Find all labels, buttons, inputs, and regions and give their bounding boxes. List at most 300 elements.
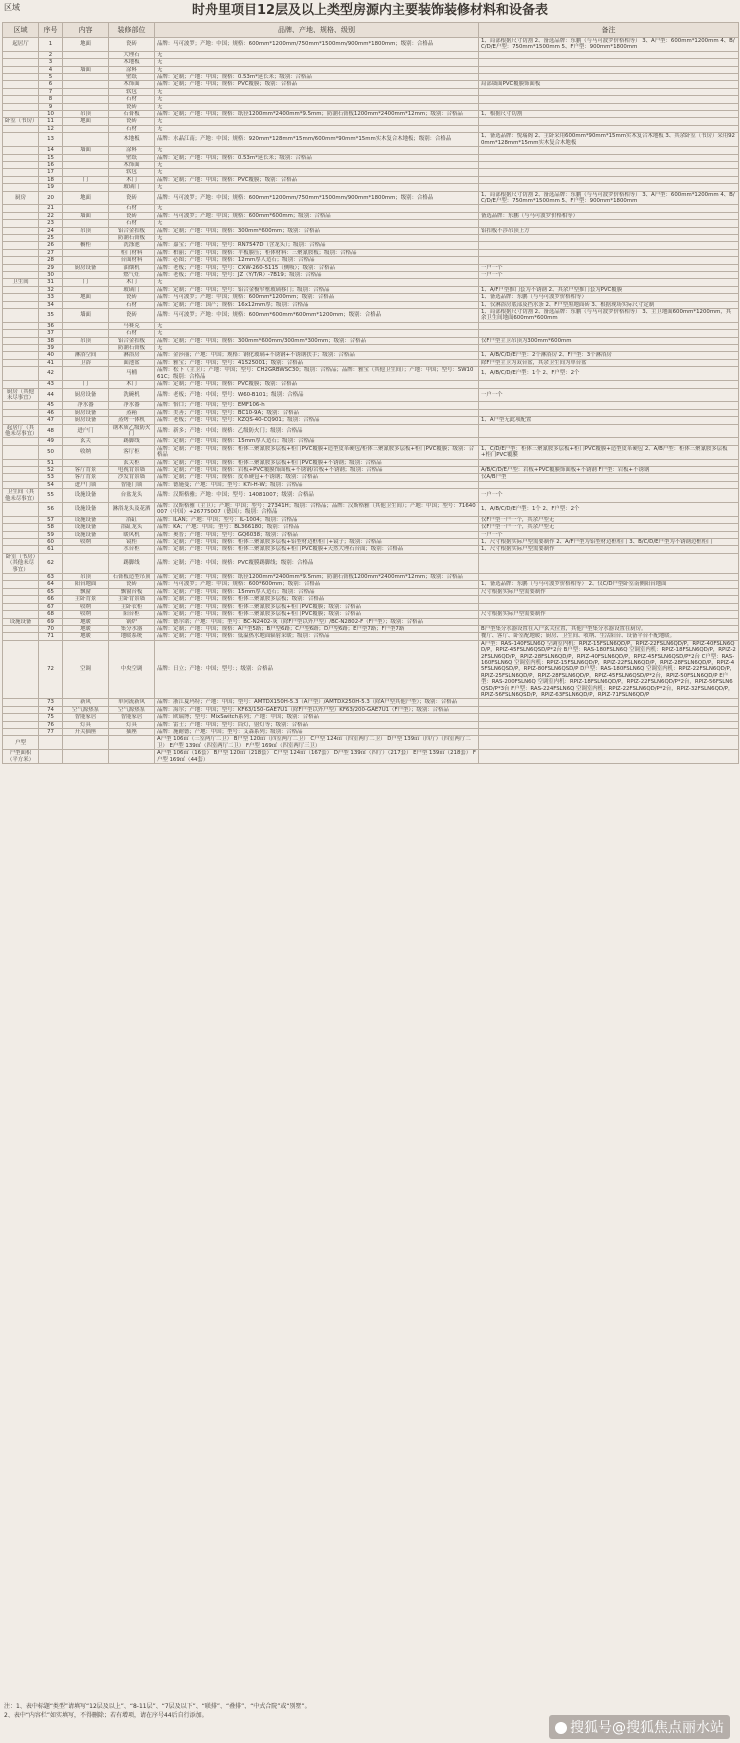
content-cell: 地面 — [63, 191, 109, 205]
content-cell: 厨房设备 — [63, 417, 109, 424]
content-cell: 开关插座 — [63, 729, 109, 736]
area-cell — [3, 409, 39, 416]
index-cell: 14 — [39, 147, 63, 154]
part-cell: 智能家居 — [109, 714, 155, 721]
spec-cell: 品牌：水晶江南；产地：中国；规格：920mm*128mm*15mm/600mm*90mm*15mm实木复合木地板；级别：合格品 — [155, 133, 479, 147]
content-cell: 地面 — [63, 294, 109, 301]
part-cell: 涂料 — [109, 66, 155, 73]
spec-cell: 品牌：马可波罗；产地：中国；规格：600mm*1200mm/750mm*1500mm/900mm*1800mm；级别：合格品 — [155, 38, 479, 52]
spec-cell: 品牌：欧瑞博；型号：MixSwitch系列；产地：中国；级别：合格品 — [155, 714, 479, 721]
spec-cell: 品牌：定制；产地：中国；规格：PVC覆膜；级别：合格品 — [155, 81, 479, 88]
spec-cell: 无 — [155, 59, 479, 66]
content-cell: 地暖 — [63, 633, 109, 640]
part-cell: 水台柜 — [109, 546, 155, 553]
part-cell: 灯具 — [109, 721, 155, 728]
remark-cell — [479, 242, 739, 249]
spec-cell: 品牌：定制；产地：中国；规格：柜体三聚氰胺多层板+柜门PVC覆膜；级别：合格品 — [155, 603, 479, 610]
table-row — [3, 257, 739, 264]
spec-cell: 品牌：马可波罗；产地：中国；规格：600mm*1200mm；级别：合格品 — [155, 294, 479, 301]
header-cell: 序号 — [39, 23, 63, 38]
area-cell — [3, 96, 39, 103]
content-cell: 吊顶 — [63, 111, 109, 118]
table-row — [3, 161, 739, 168]
area-cell — [3, 474, 39, 481]
spec-cell: 品牌：定制；产地：中国；规格：岩板+PVC覆膜饰面板+不锈钢/岩板+不锈钢；级别：合格品 — [155, 466, 479, 473]
spec-cell: 无 — [155, 147, 479, 154]
remark-cell: A/B/C/D/E户型：岩板+PVC覆膜饰面板+不锈钢 F户型：岩板+不锈钢 — [479, 466, 739, 473]
spec-cell: 无 — [155, 118, 479, 125]
spec-cell: 无 — [155, 234, 479, 241]
index-cell: 19 — [39, 184, 63, 191]
table-row — [3, 581, 739, 588]
part-cell: 玻璃门 — [109, 286, 155, 293]
index-cell: 40 — [39, 352, 63, 359]
part-cell: 客厅柜 — [109, 445, 155, 459]
part-cell: 涂料 — [109, 147, 155, 154]
spec-cell: 品牌：德施曼；产地：中国；型号：K7i-H-W；级别：合格品 — [155, 481, 479, 488]
content-cell — [63, 169, 109, 176]
part-cell: 壁纸 — [109, 154, 155, 161]
content-cell — [63, 459, 109, 466]
index-cell: 73 — [39, 699, 63, 706]
area-cell: 设施设备 — [3, 618, 39, 625]
content-cell — [63, 301, 109, 308]
remark-cell — [479, 706, 739, 713]
spec-cell: 品牌：汉斯格雅；产地：中国；型号：14081007；级别：合格品 — [155, 489, 479, 503]
part-cell: 台面材料 — [109, 257, 155, 264]
spec-cell: 品牌：定制；产地：中国；规格：柜体三聚氰胺多层板+柜门PVC覆膜+天然大理石台面；级别：合格品 — [155, 546, 479, 553]
part-cell: 防潮石膏板 — [109, 345, 155, 352]
table-row — [3, 133, 739, 147]
area-cell: 厨房 — [3, 191, 39, 205]
table-row — [3, 640, 739, 699]
spec-cell: 品牌：奥普；产地：中国；型号：GQ6038；级别：合格品 — [155, 531, 479, 538]
area-cell — [3, 438, 39, 445]
spec-cell: 品牌：定制；产地：中国；规格：纸径1200mm*2400mm*9.5mm；防潮石膏板1200mm*2400mm*12mm；级别：合格品 — [155, 574, 479, 581]
table-row — [3, 345, 739, 352]
remark-cell: 尺寸根据实际户型需要制作 — [479, 611, 739, 618]
remark-cell: A户型：RAS-140FSLN6Q 空调室内机：RPIZ-15FSLN6QD/P，RPIZ-22FSLN6QD/P，RPIZ-40FSLN6QD/P，RPIZ-45FSLN6QSD/P*2台 B户型：RAS-180FSLN6Q 空调室内机：RPIZ-18FSLN6QD/P，RPIZ-22FSLN6QD/P，RPIZ-28FSLN6QD/P，RPIZ-40FSLN6QD/P，RPIZ-45FSLN6QSD/P*2台 C户型：RAS-160FSLN6Q 空调室内机：RPIZ-15FSLN6QD/P，RPIZ-22FSLN6QD/P，RPIZ-28FSLN6QD/P，RPIZ-45FSLN6QSD/P，RPIZ-80FSLN6QSD/P D户型：RAS-180FSLN6Q 空调室内机：RPIZ-22FSLN6QD/P，RPIZ-25FSLN6QD/P，RPIZ-28FSLN6QD/P，RPIZ-45FSLN6QSD/P*2台，RPIZ-50FSLN6QD/P E户型：RAS-200FSLN6Q 空调室内机：RPIZ-18FSLN6QD/P，RPIZ-22FSLN6QD/P*2台，RPIZ-56FSLN6QSD/P*3台 F户型：RAS-224FSLN6Q 空调室内机：RPIZ-22FSLN6QD/P*2台，RPIZ-32FSLN6QD/P，RPIZ-56FSLN6QSD/P，RPIZ-63FSLN6QD/P，RPIZ-71FSLN6QD/P — [479, 640, 739, 699]
remark-cell: 1、尺寸根据实际户型需要制作 — [479, 546, 739, 553]
remark-cell — [479, 721, 739, 728]
part-cell: 柜门材料 — [109, 249, 155, 256]
remark-cell: 1、A/B/C/D/E户型：1个 2、F户型：2个 — [479, 367, 739, 381]
remark-cell — [479, 66, 739, 73]
table-row — [3, 330, 739, 337]
part-cell: 踢脚线 — [109, 553, 155, 573]
index-cell: 63 — [39, 574, 63, 581]
spec-cell: 品牌：定制；产地：中国；规格：300mm*600mm；级别：合格品 — [155, 227, 479, 234]
index-cell: 52 — [39, 466, 63, 473]
part-cell: 马桶 — [109, 367, 155, 381]
area-cell — [3, 714, 39, 721]
remark-cell — [479, 603, 739, 610]
table-row — [3, 459, 739, 466]
materials-table — [2, 22, 739, 764]
remark-cell — [479, 103, 739, 110]
content-cell — [63, 736, 109, 750]
area-cell — [3, 133, 39, 147]
part-cell: 阳台柜 — [109, 611, 155, 618]
table-row — [3, 367, 739, 381]
table-row — [3, 309, 739, 323]
spec-cell: 无 — [155, 51, 479, 58]
area-cell: 厨房（其他未尽事宜） — [3, 388, 39, 402]
content-cell: 门 — [63, 176, 109, 183]
content-cell — [63, 272, 109, 279]
content-cell: 墙面 — [63, 309, 109, 323]
table-row — [3, 574, 739, 581]
area-cell — [3, 184, 39, 191]
remark-cell — [479, 481, 739, 488]
index-cell: 7 — [39, 88, 63, 95]
area-cell — [3, 625, 39, 632]
index-cell: 21 — [39, 205, 63, 212]
area-cell — [3, 242, 39, 249]
content-cell — [63, 234, 109, 241]
spec-cell: 品牌：定制；产地：中国；规格：柜体三聚氰胺多层板+柜门PVC覆膜；级别：合格品 — [155, 611, 479, 618]
table-row — [3, 234, 739, 241]
area-cell: 卧室（书房）（其他未尽事宜） — [3, 553, 39, 573]
area-cell — [3, 212, 39, 219]
index-cell: 61 — [39, 546, 63, 553]
index-cell: 56 — [39, 503, 63, 517]
content-cell — [63, 74, 109, 81]
content-cell — [63, 546, 109, 553]
content-cell — [63, 103, 109, 110]
part-cell: 铝合金扣板 — [109, 337, 155, 344]
index-cell: 55 — [39, 489, 63, 503]
table-row — [3, 184, 739, 191]
table-row — [3, 249, 739, 256]
watermark-text: 搜狐号@搜狐焦点丽水站 — [570, 1720, 724, 1736]
table-row — [3, 118, 739, 125]
spec-cell: 品牌：定制；产地：中国；规格：0.53m*延长米；级别：合格品 — [155, 74, 479, 81]
index-cell: 42 — [39, 367, 63, 381]
area-cell — [3, 402, 39, 409]
area-cell — [3, 309, 39, 323]
table-row — [3, 381, 739, 388]
table-row — [3, 169, 739, 176]
index-cell: 10 — [39, 111, 63, 118]
remark-cell: 1、A/B/C/D/E户型：1个 2、F户型：2个 — [479, 503, 739, 517]
table-row — [3, 516, 739, 523]
table-row — [3, 154, 739, 161]
remark-cell — [479, 184, 739, 191]
part-cell: 玻璃门 — [109, 184, 155, 191]
content-cell — [63, 257, 109, 264]
part-cell: 瓷砖 — [109, 191, 155, 205]
spec-cell: 无 — [155, 125, 479, 132]
content-cell: 进户门 — [63, 424, 109, 438]
index-cell: 54 — [39, 481, 63, 488]
table-row — [3, 402, 739, 409]
table-row — [3, 503, 739, 517]
part-cell: 油烟机 — [109, 264, 155, 271]
part-cell: 浴缸 — [109, 516, 155, 523]
spec-cell: 品牌：老板；产地：中国；型号：KZQS-40-CQ901；级别：合格品 — [155, 417, 479, 424]
part-cell: 主卧衣柜 — [109, 603, 155, 610]
area-cell — [3, 301, 39, 308]
remark-cell — [479, 750, 739, 764]
table-row — [3, 74, 739, 81]
content-cell — [63, 367, 109, 381]
content-cell: 地面 — [63, 118, 109, 125]
spec-cell: 无 — [155, 279, 479, 286]
remark-cell — [479, 618, 739, 625]
table-row — [3, 706, 739, 713]
index-cell: 51 — [39, 459, 63, 466]
index-cell: 46 — [39, 409, 63, 416]
content-cell: 设施设备 — [63, 489, 109, 503]
area-cell — [3, 516, 39, 523]
content-cell: 新风 — [63, 699, 109, 706]
spec-cell: 品牌：金莎丽；产地：中国；规格：钢化玻璃+不锈钢+不锈钢扶手；级别：合格品 — [155, 352, 479, 359]
area-cell — [3, 588, 39, 595]
table-row — [3, 359, 739, 366]
part-cell: 主卧背景墙 — [109, 596, 155, 603]
area-cell — [3, 417, 39, 424]
index-cell: 15 — [39, 154, 63, 161]
remark-cell: 铝扣板不涉吊顶上方 — [479, 227, 739, 234]
content-cell — [63, 345, 109, 352]
part-cell: 空气源热泵 — [109, 706, 155, 713]
part-cell: 燃气灶 — [109, 272, 155, 279]
area-cell — [3, 74, 39, 81]
index-cell — [39, 750, 63, 764]
content-cell — [63, 81, 109, 88]
remark-cell — [479, 249, 739, 256]
table-row — [3, 633, 739, 640]
area-cell — [3, 367, 39, 381]
area-cell — [3, 147, 39, 154]
table-row — [3, 618, 739, 625]
content-cell: 门 — [63, 279, 109, 286]
area-cell — [3, 161, 39, 168]
content-cell: 淋浴空间 — [63, 352, 109, 359]
table-row — [3, 59, 739, 66]
table-row — [3, 531, 739, 538]
spec-cell: 品牌：定制；产地：中国；规格：PVC覆膜；级别：合格品 — [155, 176, 479, 183]
table-row — [3, 603, 739, 610]
content-cell — [63, 88, 109, 95]
area-cell — [3, 169, 39, 176]
table-header-row — [3, 23, 739, 38]
table-row — [3, 272, 739, 279]
index-cell: 9 — [39, 103, 63, 110]
table-row — [3, 88, 739, 95]
part-cell: 防潮石膏板 — [109, 234, 155, 241]
remark-cell — [479, 345, 739, 352]
part-cell: 淋浴房 — [109, 352, 155, 359]
table-row — [3, 611, 739, 618]
spec-cell: 品牌：德尔诺；产地：中国；型号：BC-N2402-灰（除F户型以外户型）/BC-N2802-F（F户型）；级别：合格品 — [155, 618, 479, 625]
remark-cell: 仅F户型一户一个，其余户型无 — [479, 516, 739, 523]
index-cell: 18 — [39, 176, 63, 183]
table-row — [3, 212, 739, 219]
content-cell: 设施设备 — [63, 516, 109, 523]
content-cell — [63, 184, 109, 191]
spec-cell: 无 — [155, 345, 479, 352]
area-cell — [3, 337, 39, 344]
spec-cell: 无 — [155, 103, 479, 110]
part-cell — [109, 750, 155, 764]
spec-cell: 品牌：汉斯格雅（主卫）；产地：中国；型号：27341H；级别：合格品；品牌：汉斯格雅（其他卫生间）；产地：中国；型号：71640007（中国）+26775007（德国）；级别：合格品 — [155, 503, 479, 517]
part-cell: 木门 — [109, 279, 155, 286]
remark-cell: 1、局部根据尺寸切割 2、备选品牌：东鹏（与马可波罗价格相等） 3、A户型：600mm*1200mm 4、B/C/D/E户型：750mm*1500mm 5、F户型：900mm*1800mm — [479, 191, 739, 205]
part-cell: 洗涤池 — [109, 242, 155, 249]
table-row — [3, 625, 739, 632]
index-cell: 20 — [39, 191, 63, 205]
footnotes — [4, 1702, 524, 1720]
table-row — [3, 596, 739, 603]
table-row — [3, 111, 739, 118]
index-cell: 11 — [39, 118, 63, 125]
remark-cell: 局部墙面PVC覆膜饰面板 — [479, 81, 739, 88]
spec-cell: 品牌：定制；产地：中国；规格：柜体三聚氰胺多层板；级别：合格品 — [155, 596, 479, 603]
area-cell: 卫生间 — [3, 279, 39, 286]
remark-cell: 备选品牌：东鹏（与马可波罗价格相等） — [479, 212, 739, 219]
part-cell: 石材 — [109, 301, 155, 308]
remark-cell — [479, 51, 739, 58]
header-cell: 区域 — [3, 23, 39, 38]
spec-cell: 无 — [155, 161, 479, 168]
area-cell — [3, 257, 39, 264]
content-cell — [63, 220, 109, 227]
index-cell: 37 — [39, 330, 63, 337]
index-cell: 69 — [39, 618, 63, 625]
part-cell: 智能门锁 — [109, 481, 155, 488]
page-title: 时舟里项目12层及以上类型房源内主要装饰装修材料和设备表 — [191, 3, 549, 18]
area-cell — [3, 227, 39, 234]
part-cell: 石材 — [109, 330, 155, 337]
remark-cell: 尺寸根据实际户型需要制作 — [479, 588, 739, 595]
index-cell: 22 — [39, 212, 63, 219]
footnote: 注：1、表中标题“类型”请填写“12层及以上”、“8-11层”、“7层及以下”、“联排”、“叠排”、“中式合院”或“别墅”。 — [4, 1703, 311, 1710]
area-cell — [3, 111, 39, 118]
remark-cell — [479, 74, 739, 81]
spec-cell: 品牌：定制；产地：中国；规格：300mm*600mm/300mm*300mm；级别：合格品 — [155, 337, 479, 344]
index-cell: 25 — [39, 234, 63, 241]
index-cell: 59 — [39, 531, 63, 538]
spec-cell: 品牌：海尔；产地：中国；型号：KF63/150-GAE7U1（除F户型以外户型）KF63/200-GAE7U1（F户型）；级别：合格品 — [155, 706, 479, 713]
remark-cell: 除F户型主卫为双台盆，其余卫生间为单台盆 — [479, 359, 739, 366]
spec-cell: 品牌：定制；产地：国产；规格：16x12mm厚；级别：合格品 — [155, 301, 479, 308]
index-cell: 60 — [39, 539, 63, 546]
area-cell — [3, 205, 39, 212]
index-cell — [39, 736, 63, 750]
area-cell — [3, 581, 39, 588]
table-row — [3, 264, 739, 271]
area-cell: 起居厅 — [3, 38, 39, 52]
index-cell: 28 — [39, 257, 63, 264]
part-cell: 铝合金扣板 — [109, 227, 155, 234]
part-cell: 单向流新风 — [109, 699, 155, 706]
spec-cell: 品牌：老板；产地：中国；型号：JZ（Y/T/R）-7B19；级别：合格品 — [155, 272, 479, 279]
index-cell: 53 — [39, 474, 63, 481]
part-cell: 踢脚线 — [109, 438, 155, 445]
remark-cell — [479, 574, 739, 581]
index-cell: 29 — [39, 264, 63, 271]
table-row — [3, 546, 739, 553]
area-cell — [3, 272, 39, 279]
remark-cell — [479, 553, 739, 573]
index-cell: 48 — [39, 424, 63, 438]
part-cell: 钢木质乙级防火门 — [109, 424, 155, 438]
content-cell: 设施设备 — [63, 503, 109, 517]
part-cell: 石膏板 — [109, 111, 155, 118]
content-cell: 设施设备 — [63, 531, 109, 538]
table-row — [3, 103, 739, 110]
spec-cell: 无 — [155, 88, 479, 95]
content-cell — [63, 330, 109, 337]
area-cell — [3, 524, 39, 531]
area-cell: 卧室（书房） — [3, 118, 39, 125]
remark-cell — [479, 257, 739, 264]
part-cell: 石膏板造型吊顶 — [109, 574, 155, 581]
spec-cell: 品牌：定制；产地：中国；规格：柜体三聚氰胺多层板+铝型材边框柜门+镜子；级别：合格品 — [155, 539, 479, 546]
index-cell: 75 — [39, 714, 63, 721]
remark-cell — [479, 154, 739, 161]
area-cell: 户型面积（平方米） — [3, 750, 39, 764]
part-cell: 瓷砖 — [109, 309, 155, 323]
index-cell: 68 — [39, 611, 63, 618]
table-row — [3, 417, 739, 424]
index-cell: 49 — [39, 438, 63, 445]
part-cell: 台盆龙头 — [109, 489, 155, 503]
area-cell — [3, 539, 39, 546]
spec-cell: 无 — [155, 66, 479, 73]
area-cell — [3, 176, 39, 183]
spec-cell: 品牌：定制；产地：中国；规格：柜体三聚氰胺多层板+柜门PVC覆膜+不锈钢；级别：合格品 — [155, 459, 479, 466]
content-cell: 灯具 — [63, 721, 109, 728]
part-cell: 木门 — [109, 176, 155, 183]
spec-cell: 品牌：马可波罗；产地：中国；规格：600mm*1200mm/750mm*1500mm/900mm*1800mm；级别：合格品 — [155, 191, 479, 205]
table-row — [3, 699, 739, 706]
content-cell: 玄关 — [63, 438, 109, 445]
content-cell: 地暖 — [63, 618, 109, 625]
area-cell: 起居厅（其他未尽事宜） — [3, 424, 39, 438]
content-cell: 墙面 — [63, 147, 109, 154]
spec-cell: 品牌：ILAN；产地：中国；型号：IL-1004；级别：合格品 — [155, 516, 479, 523]
content-cell: 吊顶 — [63, 337, 109, 344]
remark-cell: 1、备选品牌：悦瑞阁 2、主卧采用600mm*90mm*15mm实木复合木地板 3、其余卧室（书房）采用920mm*128mm*15mm实木复合木地板 — [479, 133, 739, 147]
spec-cell: A户型 106㎡（三室两厅二卫） B户型 120㎡（四室两厅二卫） C户型 124㎡（四室两厅二卫） D户型 139㎡（四厅）（四室两厅二卫） E户型 139㎡（四室两厅二卫） F户型 169㎡（四室两厅三卫） — [155, 736, 479, 750]
part-cell: 瓷砖 — [109, 212, 155, 219]
spec-cell: 品牌：定制；产地：中国；规格：A户型5路；B户型6路；C户型6路；D户型6路；E户型7路；F户型7路 — [155, 625, 479, 632]
index-cell: 13 — [39, 133, 63, 147]
table-row — [3, 96, 739, 103]
remark-cell — [479, 424, 739, 438]
area-cell — [3, 81, 39, 88]
content-cell: 门 — [63, 381, 109, 388]
index-cell: 30 — [39, 272, 63, 279]
table-row — [3, 147, 739, 154]
table-row — [3, 553, 739, 573]
table-row — [3, 176, 739, 183]
content-cell: 进户门锁 — [63, 481, 109, 488]
index-cell: 44 — [39, 388, 63, 402]
area-cell — [3, 706, 39, 713]
index-cell: 50 — [39, 445, 63, 459]
spec-cell: 品牌：老板；产地：中国；型号：CXW-260-5115（侧吸）；级别：合格品 — [155, 264, 479, 271]
content-cell: 厨房设备 — [63, 264, 109, 271]
area-cell — [3, 381, 39, 388]
content-cell — [63, 286, 109, 293]
watermark — [549, 1715, 730, 1739]
index-cell: 31 — [39, 279, 63, 286]
spec-cell: 品牌：嘉宝；产地：中国；型号：RN7547D（含龙头）；级别：合格品 — [155, 242, 479, 249]
